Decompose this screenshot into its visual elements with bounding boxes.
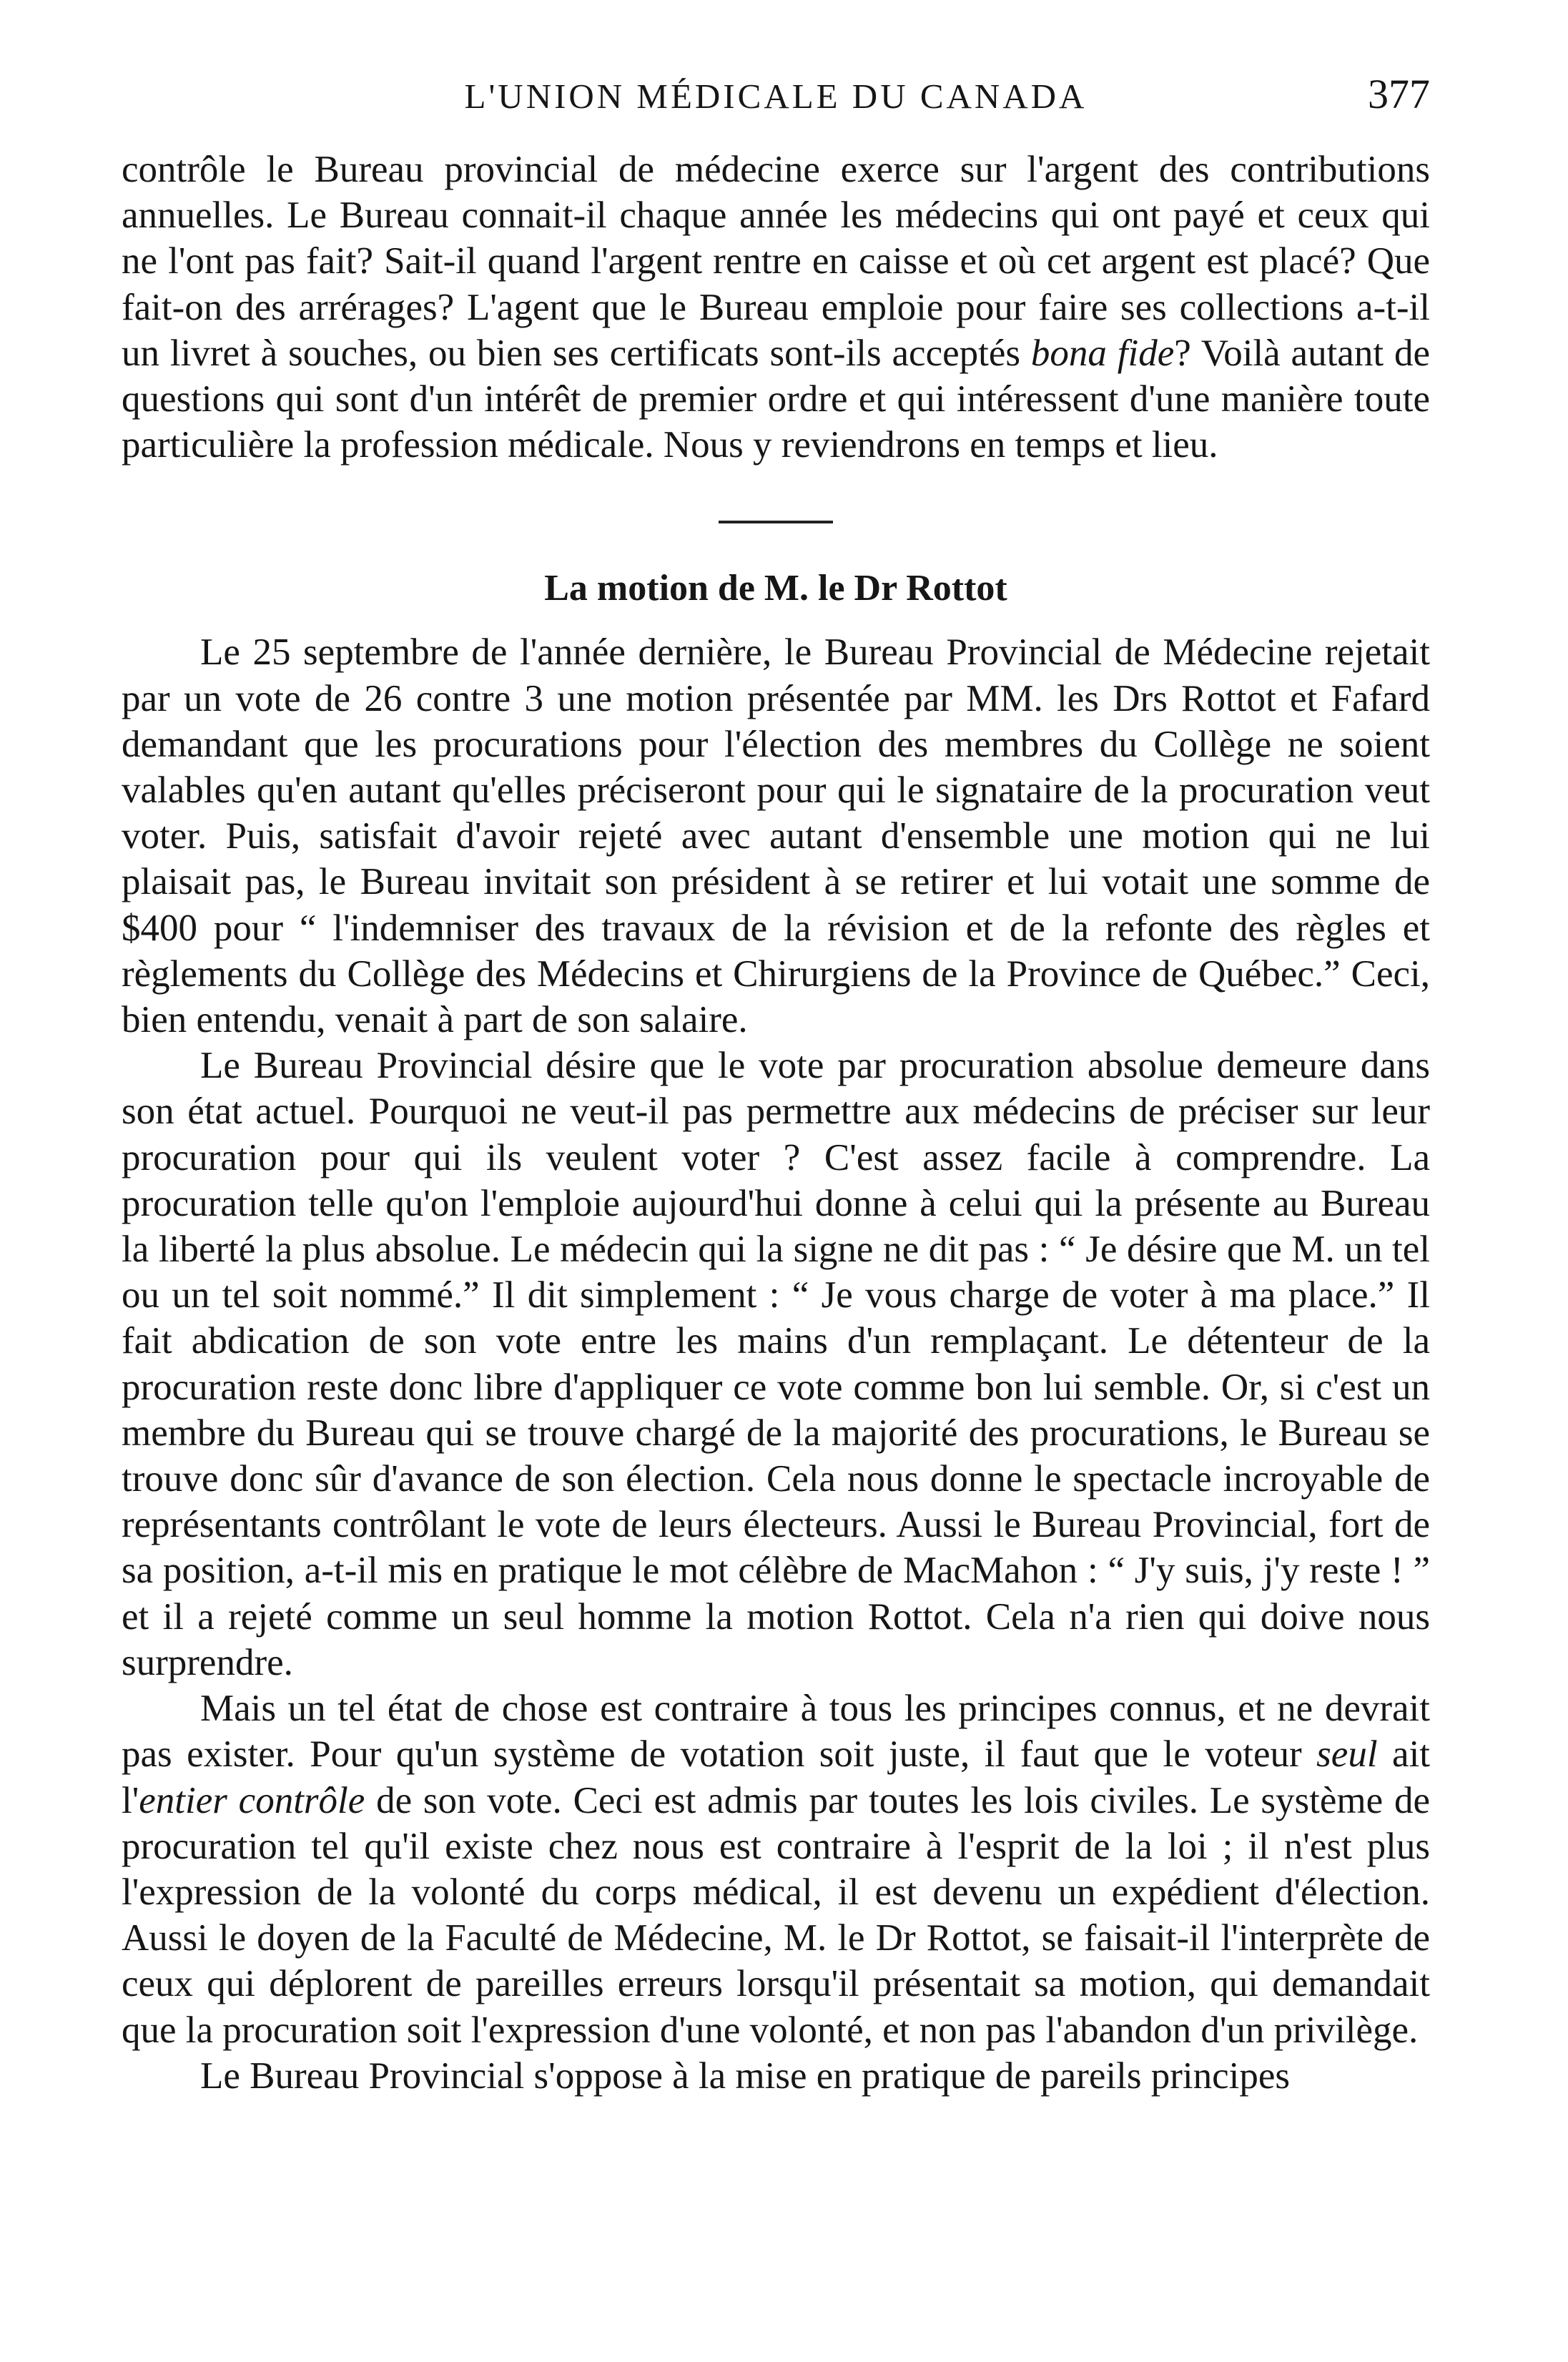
italic-phrase: bona fide [1030, 332, 1175, 374]
paragraph: Le 25 septembre de l'année dernière, le Bureau Provincial de Médecine rejetait par un vote de 26 contre 3 une motion présentée par MM. les Drs Rottot et Fafard demandant que les procurations pour l'élection des membres du Collège ne soient valables qu'en autant qu'elles préciseront pour qui le signataire de la procuration veut voter. Puis, satisfait d'avoir rejeté avec autant d'ensemble une motion qui ne lui plaisait pas, le Bureau invitait son président à se retirer et lui votait une somme de $400 pour “ l'indemniser des travaux de la révision et de la refonte des règles et règlements du Collège des Médecins et Chirurgiens de la Province de Québec.” Ceci, bien entendu, venait à part de son salaire. [122, 631, 1430, 1041]
paragraph: Le Bureau Provincial désire que le vote par procuration absolue demeure dans son état actuel. Pourquoi ne veut-il pas permettre aux médecins de préciser sur leur procuration pour qui ils veulent voter ? C'est assez facile à comprendre. La procuration telle qu'on l'emploie aujourd'hui donne à celui qui la présente au Bureau la liberté la plus absolue. Le médecin qui la signe ne dit pas : “ Je désire que M. un tel ou un tel soit nommé.” Il dit simplement : “ Je vous charge de voter à ma place.” Il fait abdication de son vote entre les mains d'un remplaçant. Le détenteur de la procuration reste donc libre d'appliquer ce vote comme bon lui semble. Or, si c'est un membre du Bureau qui se trouve chargé de la majorité des procurations, le Bureau se trouve donc sûr d'avance de son élection. Cela nous donne le spectacle incroyable de représentants contrôlant le vote de leurs électeurs. Aussi le Bureau Provincial, fort de sa position, a-t-il mis en pratique le mot célèbre de MacMahon : “ J'y suis, j'y reste ! ” et il a rejeté comme un seul homme la motion Rottot. Cela n'a rien qui doive nous surprendre. [122, 1045, 1430, 1683]
italic-phrase: entier contrôle [139, 1779, 365, 1821]
running-head [122, 70, 1430, 127]
page-number: 377 [1368, 71, 1430, 117]
intro-text-part: ? Voilà autant de questions qui sont d'un intérêt de premier ordre et qui intéressent d'une manière toute particulière la profession médicale. Nous y reviendrons en temps et lieu. [122, 332, 1430, 466]
paragraph-text-part: de son vote. Ceci est admis par toutes les lois civiles. Le système de procuration tel qu'il existe chez nous est contraire à l'esprit de la loi ; il n'est plus l'expression de la volonté du corps médical, il est devenu un expédient d'élection. Aussi le doyen de la Faculté de Médecine, M. le Dr Rottot, se faisait-il l'interprète de ceux qui déplorent de pareilles erreurs lorsqu'il présentait sa motion, qui demandait que la procuration soit l'expression d'une volonté, et non pas l'abandon d'un privilège. [122, 1779, 1430, 2051]
paragraph-text-part: Mais un tel état de chose est contraire à tous les principes connus, et ne devrait pas exister. Pour qu'un système de votation soit juste, il faut que le voteur [122, 1688, 1430, 1776]
paragraph [122, 1686, 1430, 2053]
section-title: La motion de M. le Dr Rottot [544, 568, 1007, 609]
article-body [122, 147, 1430, 2099]
intro-text-part: contrôle le Bureau provincial de médecine exerce sur l'argent des contributions annuelles. Le Bureau connait-il chaque année les médecins qui ont payé et ceux qui ne l'ont pas fait? Sait-il quand l'argent rentre en caisse et où cet argent est placé? Que fait-on des arrérages? L'agent que le Bureau emploie pour faire ses collections a-t-il un livret à souches, ou bien ses certificats sont-ils acceptés [122, 149, 1430, 374]
intro-paragraph [122, 147, 1430, 468]
paragraph: Le Bureau Provincial s'oppose à la mise en pratique de pareils principes [200, 2055, 1290, 2097]
paragraph-text-part: ait l' [122, 1733, 1431, 1821]
journal-title: L'UNION MÉDICALE DU CANADA [464, 77, 1088, 116]
section-divider [719, 521, 833, 523]
italic-phrase: seul [1316, 1733, 1378, 1776]
